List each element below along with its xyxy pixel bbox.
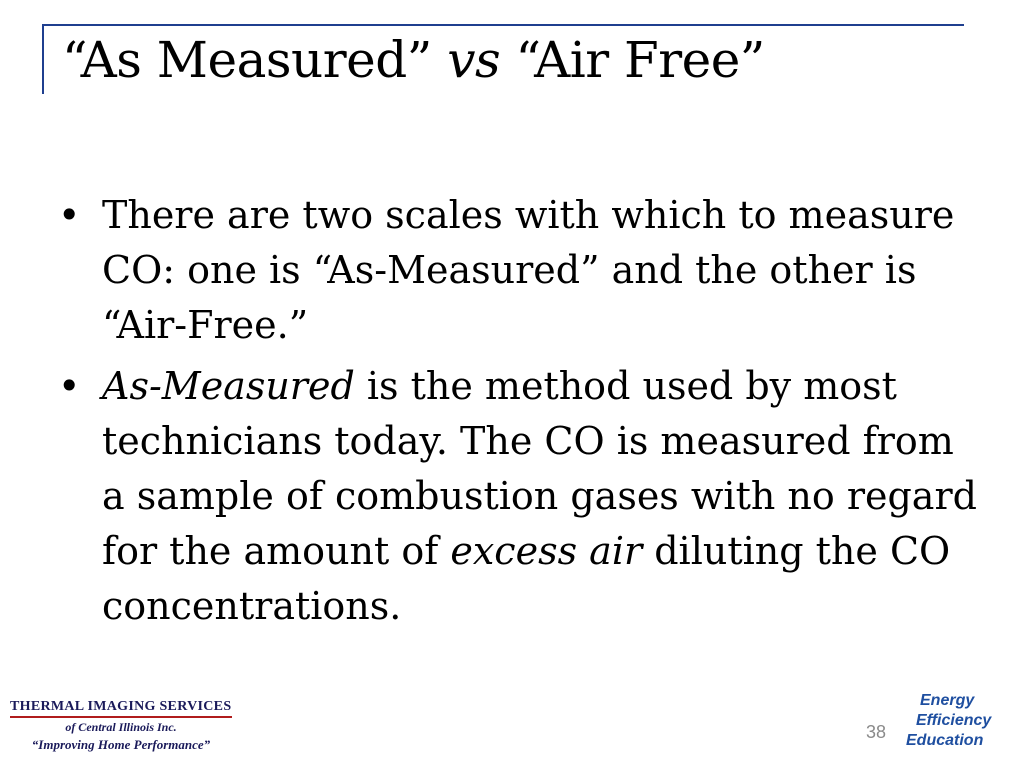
logo-line-efficiency: Efficiency — [916, 712, 992, 729]
page-number: 38 — [866, 722, 887, 742]
logo-company-name: THERMAL IMAGING SERVICES — [10, 699, 232, 718]
title-frame-top-rule — [42, 24, 964, 26]
bullet-item-1 — [58, 188, 978, 353]
bullet-marker: • — [58, 364, 81, 408]
bullet-list — [58, 188, 978, 640]
title-vs: vs — [447, 31, 501, 89]
logo-line-education: Education — [906, 732, 984, 749]
slide-title — [62, 31, 765, 89]
bullet-italic-excess-air: excess air — [450, 529, 643, 573]
bullet-text-a: is the method used by most technicians today. The CO is measured from a sample of combustion gases with no regard for the amount of — [102, 364, 977, 573]
energy-efficiency-education-logo — [906, 691, 1014, 751]
bullet-italic-lead: As-Measured — [102, 364, 355, 408]
bullet-marker: • — [58, 193, 81, 237]
title-part-as-measured: “As Measured” — [62, 31, 432, 89]
logo-line-energy: Energy — [920, 692, 975, 709]
bullet-text: There are two scales with which to measure CO: one is “As-Measured” and the other is “Air-Free.” — [102, 193, 955, 347]
logo-company-subtitle: of Central Illinois Inc. — [65, 720, 177, 734]
title-part-air-free: “Air Free” — [515, 31, 765, 89]
logo-tagline: “Improving Home Performance” — [31, 737, 211, 752]
bullet-text-b: diluting the CO concentrations. — [102, 529, 951, 628]
bullet-item-2 — [58, 359, 978, 634]
thermal-imaging-services-logo — [10, 699, 232, 753]
title-frame-left-rule — [42, 24, 44, 94]
